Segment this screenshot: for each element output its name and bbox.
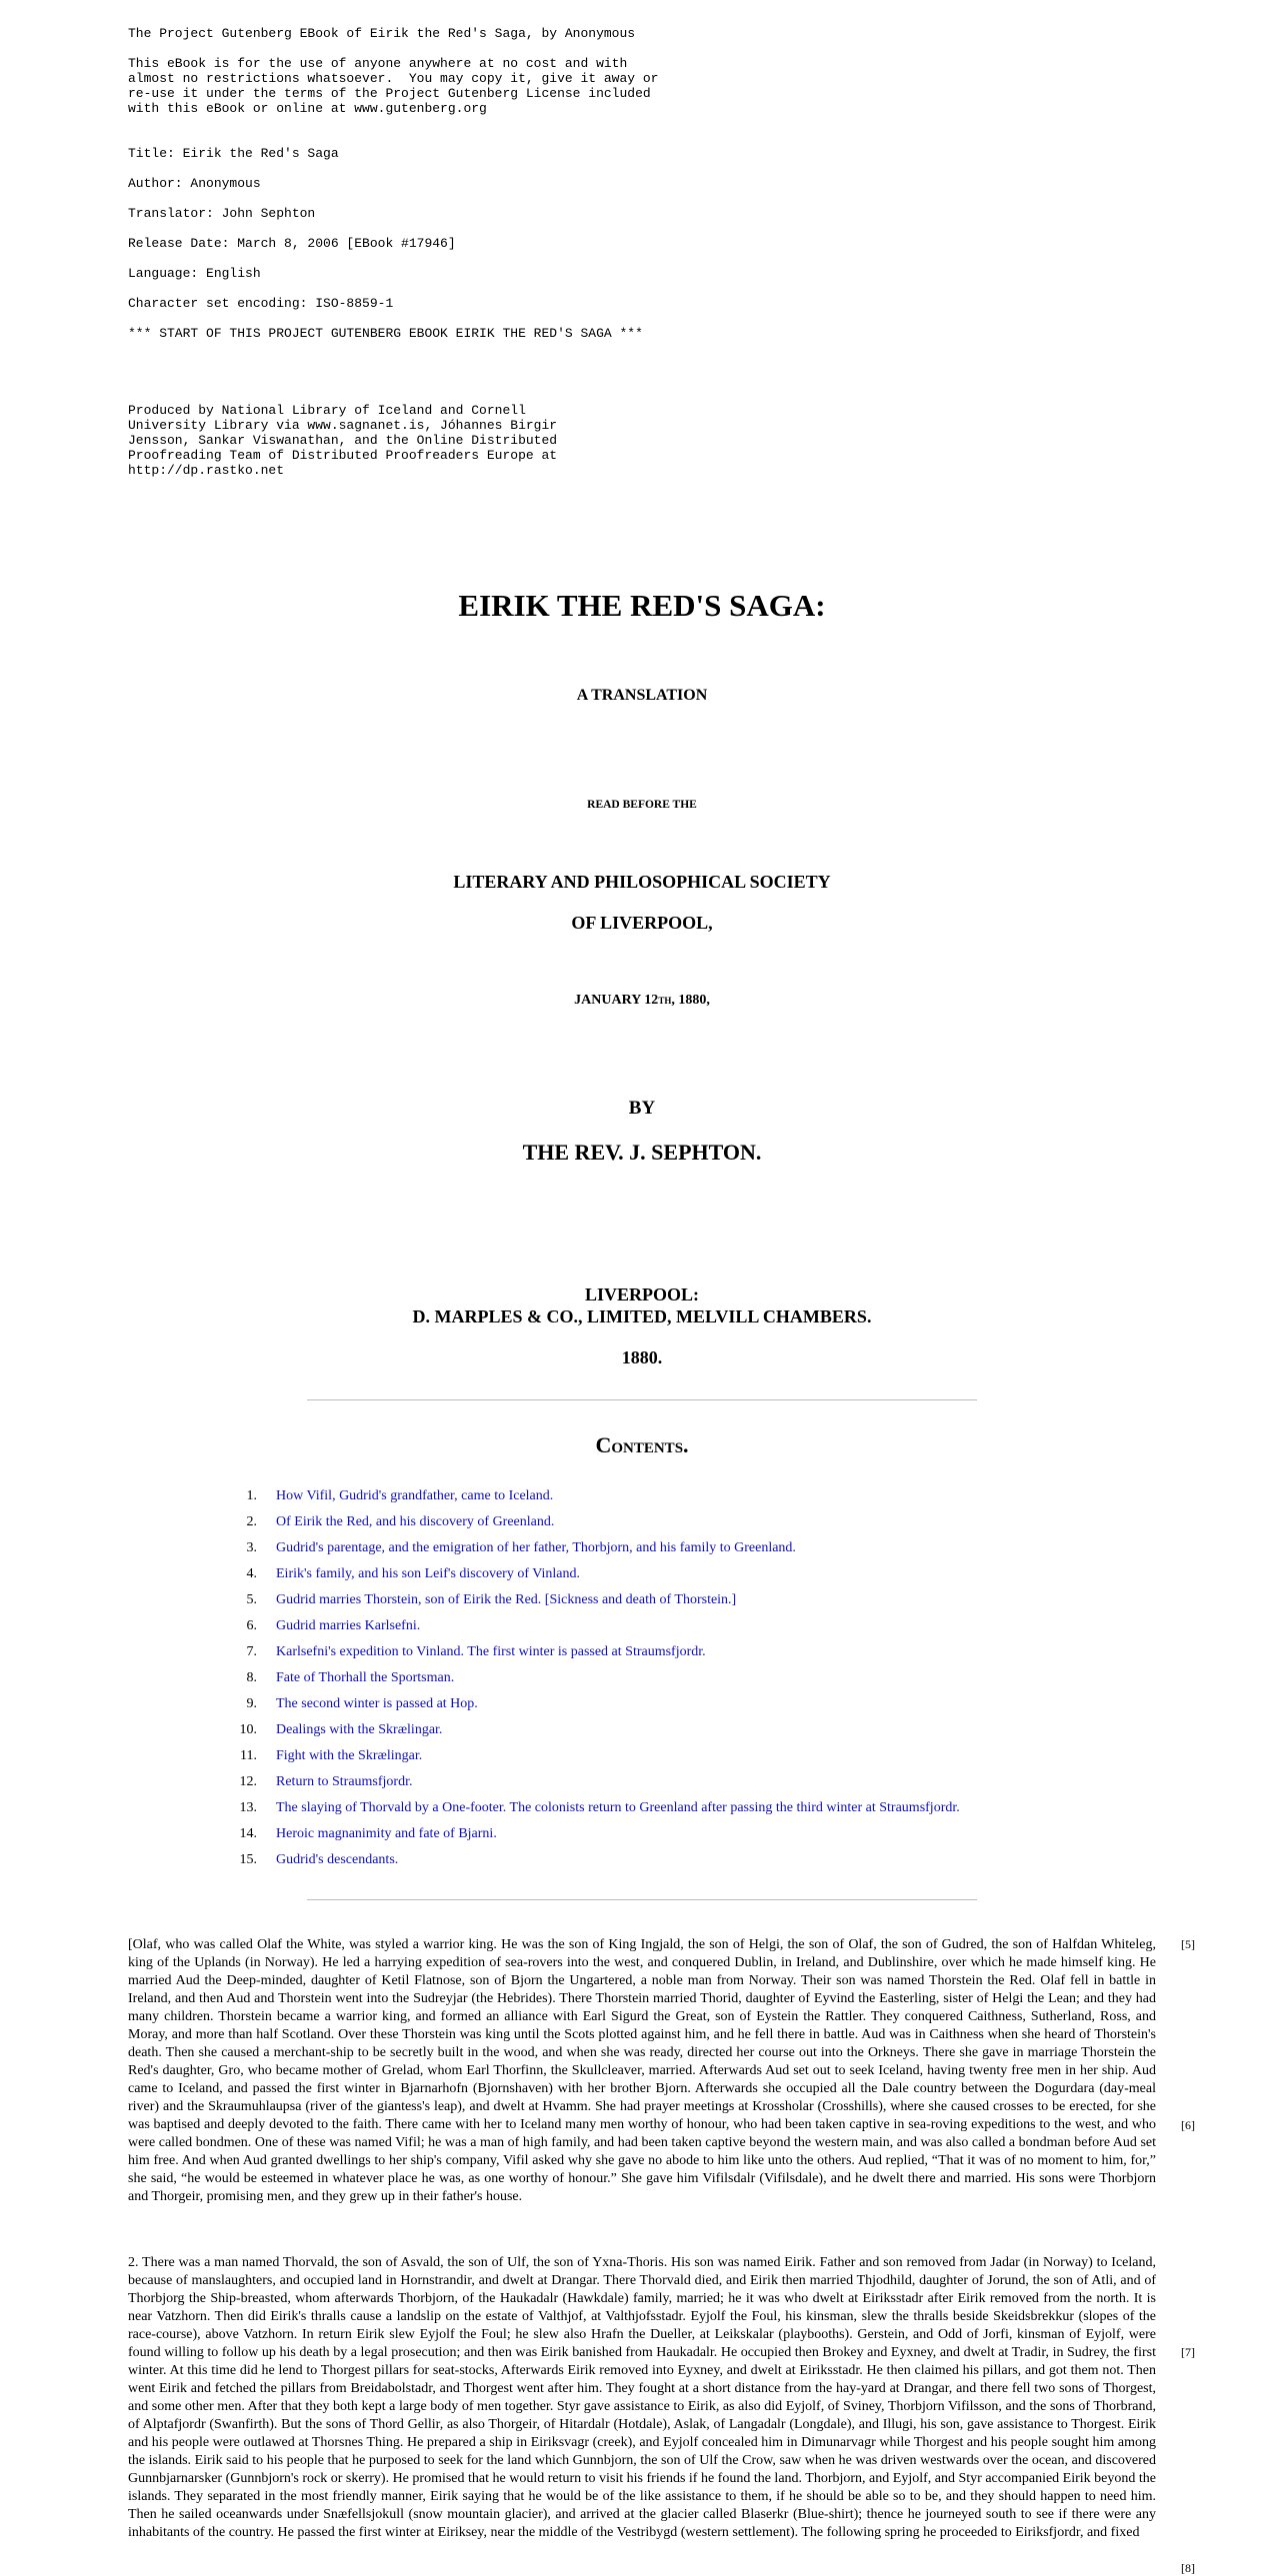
book-subtitle: A TRANSLATION bbox=[576, 687, 708, 704]
date-main: JANUARY 12 bbox=[574, 993, 659, 1008]
chapter-link[interactable]: Karlsefni's expedition to Vinland. The first winter is passed at Straumsfjordr. bbox=[276, 1644, 706, 1659]
chapter-link[interactable]: Gudrid's descendants. bbox=[276, 1852, 399, 1867]
list-item bbox=[230, 1821, 1130, 1847]
divider-bottom bbox=[307, 1899, 977, 1900]
read-before: READ BEFORE THE bbox=[587, 799, 697, 811]
publisher-place: LIVERPOOL: bbox=[584, 1285, 699, 1304]
list-item bbox=[230, 1613, 1130, 1639]
list-item bbox=[230, 1483, 1130, 1509]
item-number: 7. bbox=[246, 1644, 257, 1659]
list-item bbox=[230, 1847, 1130, 1873]
list-item bbox=[230, 1665, 1130, 1691]
list-item bbox=[230, 1509, 1130, 1535]
list-item bbox=[230, 1795, 1130, 1821]
date-ordinal: TH bbox=[658, 996, 672, 1006]
chapter-link[interactable]: Dealings with the Skrælingar. bbox=[276, 1722, 443, 1737]
body-paragraph-2: 2. There was a man named Thorvald, the son of Asvald, the son of Ulf, the son of Yxna-Thoris. His son was named Eirik. Father and son removed from Jadar (in Norway) to Iceland, because of manslaughters, and occupied land in Hornstrandir, and dwelt at Drangar. There Thorvald died, and Eirik then married Thjodhild, daughter of Jorund, the son of Atli, and of Thorbjorg the Ship-breasted, whom afterwards Thorbjorn, of the Haukadalr (Hawkdale) family, married; he it was who dwelt at Eiriksstadr after Eirik removed from the north. It is near Vatzhorn. Then did Eirik's thralls cause a landslip on the estate of Valthjof, at Valthjofsstadr. Eyjolf the Foul, his kinsman, slew the thralls beside Skeidsbrekkur (slopes of the race-course), above Vatzhorn. In return Eirik slew Eyjolf the Foul; he slew also Hrafn the Dueller, at Leikskalar (playbooths). Gerstein, and Odd of Jorfi, kinsman of Eyjolf, were found willing to follow up his death by a legal prosecution; and then was Eirik banished from Haukadalr. He occupied then Brokey and Eyxney, and dwelt at Tradir, in Sudrey, the first winter. At this time did he lend to Thorgest pillars for seat-stocks, Afterwards Eirik removed into Eyxney, and dwelt at Eiriksstadr. He then claimed his pillars, and got them not. Then went Eirik and fetched the pillars from Breidabolstadr, and Thorgest went after him. They fought at a short distance from the hay-yard at Drangar, and there fell two sons of Thorgest, and some other men. After that they both kept a large body of men together. Styr gave assistance to Eirik, as also did Eyjolf, of Sviney, Thorbjorn Vifilsson, and the sons of Thorbrand, of Alptafjordr (Swanfirth). But the sons of Thord Gellir, as also Thorgeir, of Hitardalr (Hotdale), Aslak, of Langadalr (Longdale), and Illugi, his son, gave assistance to Thorgest. Eirik and his people were outlawed at Thorsnes Thing. He prepared a ship in Eiriksvagr (creek), and Eyjolf concealed him in Dimunarvagr while Thorgest and his people sought him among the islands. Eirik said to his people that he purposed to seek for the land which Gunnbjorn, the son of Ulf the Crow, saw when he was driven westwards over the ocean, and discovered Gunnbjarnarsker (Gunnbjorn's rock or skerry). He promised that he would return to visit his friends if he found the land. Thorbjorn, and Eyjolf, and Styr accompanied Eirik beyond the islands. They separated in the most friendly manner, Eirik saying that he would be of the like assistance to them, if he should be able so to be, and they should happen to need him. Then he sailed oceanwards under Snæfellsjokull (snow mountain glacier), and arrived at the glacier called Blaserkr (Blue-shirt); thence he journeyed south to see if there were any inhabitants of the country. He passed the first winter at Eiriksey, near the middle of the Vestribygd (western settlement). The following spring he proceeded to Eiriksfjordr, and fixed bbox=[128, 2255, 1156, 2540]
by-line: BY bbox=[628, 1098, 656, 1119]
contents-heading: Contents. bbox=[595, 1432, 689, 1457]
author-name: THE REV. J. SEPHTON. bbox=[522, 1140, 762, 1165]
chapter-link[interactable]: How Vifil, Gudrid's grandfather, came to Iceland. bbox=[276, 1488, 554, 1503]
divider-top bbox=[307, 1399, 977, 1400]
date-year: , 1880, bbox=[671, 993, 710, 1008]
item-number: 4. bbox=[246, 1566, 257, 1581]
chapter-link[interactable]: Fate of Thorhall the Sportsman. bbox=[276, 1670, 455, 1685]
list-item bbox=[230, 1717, 1130, 1743]
item-number: 12. bbox=[239, 1774, 257, 1789]
page-number: [7] bbox=[1181, 2345, 1195, 2359]
item-number: 6. bbox=[246, 1618, 257, 1633]
item-number: 11. bbox=[240, 1748, 257, 1763]
publisher-name: D. MARPLES & CO., LIMITED, MELVILL CHAMBERS. bbox=[412, 1306, 872, 1326]
chapter-link[interactable]: Fight with the Skrælingar. bbox=[276, 1748, 423, 1763]
item-number: 8. bbox=[246, 1670, 257, 1685]
list-item bbox=[230, 1743, 1130, 1769]
society-line-1: LITERARY AND PHILOSOPHICAL SOCIETY bbox=[453, 872, 831, 892]
list-item bbox=[230, 1561, 1130, 1587]
page-number: [5] bbox=[1181, 1937, 1195, 1951]
chapter-link[interactable]: Gudrid marries Thorstein, son of Eirik the Red. [Sickness and death of Thorstein.] bbox=[276, 1592, 737, 1607]
list-item bbox=[230, 1639, 1130, 1665]
list-item bbox=[230, 1535, 1130, 1561]
item-number: 5. bbox=[246, 1592, 257, 1607]
item-number: 1. bbox=[246, 1488, 257, 1503]
list-item bbox=[230, 1769, 1130, 1795]
chapter-link[interactable]: Return to Straumsfjordr. bbox=[276, 1774, 413, 1789]
item-number: 9. bbox=[246, 1696, 257, 1711]
chapter-link[interactable]: Eirik's family, and his son Leif's discovery of Vinland. bbox=[276, 1566, 580, 1581]
item-number: 14. bbox=[239, 1826, 257, 1841]
item-number: 10. bbox=[239, 1722, 257, 1737]
chapter-link[interactable]: The second winter is passed at Hop. bbox=[276, 1696, 478, 1711]
page-number: [6] bbox=[1181, 2118, 1195, 2132]
society-line-2: OF LIVERPOOL, bbox=[571, 913, 713, 933]
producer-credits: Produced by National Library of Iceland and Cornell University Library via www.sagnanet.is, Jóhannes Birgir Jensson, Sankar Viswanathan, and the Online Distributed Proofreading Team of Distributed Proofreaders Europe at http://dp.rastko.net bbox=[128, 403, 558, 478]
chapter-link[interactable]: The slaying of Thorvald by a One-footer. The colonists return to Greenland after passing the third winter at Straumsfjordr. bbox=[276, 1800, 960, 1815]
item-number: 3. bbox=[246, 1540, 257, 1555]
publication-year: 1880. bbox=[621, 1347, 663, 1367]
contents-list bbox=[230, 1483, 1130, 1873]
chapter-link[interactable]: Gudrid's parentage, and the emigration of her father, Thorbjorn, and his family to Greenland. bbox=[276, 1540, 796, 1555]
list-item bbox=[230, 1691, 1130, 1717]
lecture-date bbox=[0, 991, 1284, 1011]
book-title: EIRIK THE RED'S SAGA: bbox=[458, 588, 826, 623]
item-number: 2. bbox=[246, 1514, 257, 1529]
chapter-link[interactable]: Gudrid marries Karlsefni. bbox=[276, 1618, 421, 1633]
body-paragraph-1: [Olaf, who was called Olaf the White, was styled a warrior king. He was the son of King Ingjald, the son of Helgi, the son of Olaf, the son of Gudred, the son of Halfdan Whiteleg, king of the Uplands (in Norway). He led a harrying expedition of sea-rovers into the west, and conquered Dublin, in Ireland, and Dublinshire, over which he made himself king. He married Aud the Deep-minded, daughter of Ketil Flatnose, son of Bjorn the Ungartered, a noble man from Norway. Their son was named Thorstein the Red. Olaf fell in battle in Ireland, and then Aud and Thorstein went into the Sudreyjar (the Hebrides). There Thorstein married Thorid, daughter of Eyvind the Easterling, sister of Helgi the Lean; and they had many children. Thorstein became a warrior king, and formed an alliance with Earl Sigurd the Great, son of Eystein the Rattler. They conquered Caithness, Sutherland, Ross, and Moray, and more than half Scotland. Over these Thorstein was king until the Scots plotted against him, and he fell there in battle. Aud was in Caithness when she heard of Thorstein's death. Then she caused a merchant-ship to be secretly built in the wood, and when she was ready, directed her course out into the Orkneys. There she gave in marriage Thorstein the Red's daughter, Gro, who became mother of Grelad, whom Earl Thorfinn, the Skullcleaver, married. Afterwards Aud set out to seek Iceland, having twenty free men in her ship. Aud came to Iceland, and passed the first winter in Bjarnarhofn (Bjornshaven) with her brother Bjorn. Afterwards she occupied all the Dale country between the Dogurdara (day-meal river) and the Skraumuhlaupsa (river of the giantess's leap), and dwelt at Hvamm. She had prayer meetings at Krossholar (Crosshills), where she caused crosses to be erected, for she was baptised and deeply devoted to the faith. There came with her to Iceland many men worthy of honour, who had been taken captive in sea-roving expeditions to the west, and who were called bondmen. One of these was named Vifil; he was a man of high family, and had been taken captive beyond the western main, and was also called a bondman before Aud set him free. And when Aud granted dwellings to her ship's company, Vifil asked why she gave no abode to him like unto the others. Aud replied, “That it was of no moment to him, for,” she said, “he would be esteemed in whatever place he was, as one worthy of honour.” She gave him Vifilsdalr (Vifilsdale), and he dwelt there and married. His sons were Thorbjorn and Thorgeir, promising men, and they grew up in their father's house. bbox=[128, 1937, 1156, 2204]
list-item bbox=[230, 1587, 1130, 1613]
item-number: 13. bbox=[239, 1800, 257, 1815]
chapter-link[interactable]: Of Eirik the Red, and his discovery of Greenland. bbox=[276, 1514, 555, 1529]
chapter-link[interactable]: Heroic magnanimity and fate of Bjarni. bbox=[276, 1826, 497, 1841]
page-number: [8] bbox=[1181, 2561, 1195, 2575]
gutenberg-header: The Project Gutenberg EBook of Eirik the Red's Saga, by Anonymous This eBook is for the use of anyone anywhere at no cost and with almost no restrictions whatsoever. You may copy it, give it away or re-use it under the terms of the Project Gutenberg License included with this eBook or online at www.gutenberg.org Title: Eirik the Red's Saga Author: Anonymous Translator: John Sephton Release Date: March 8, 2006 [EBook #17946] Language: English Character set encoding: ISO-8859-1 *** START OF THIS PROJECT GUTENBERG EBOOK EIRIK THE RED'S SAGA *** bbox=[128, 26, 659, 341]
item-number: 15. bbox=[239, 1852, 257, 1867]
